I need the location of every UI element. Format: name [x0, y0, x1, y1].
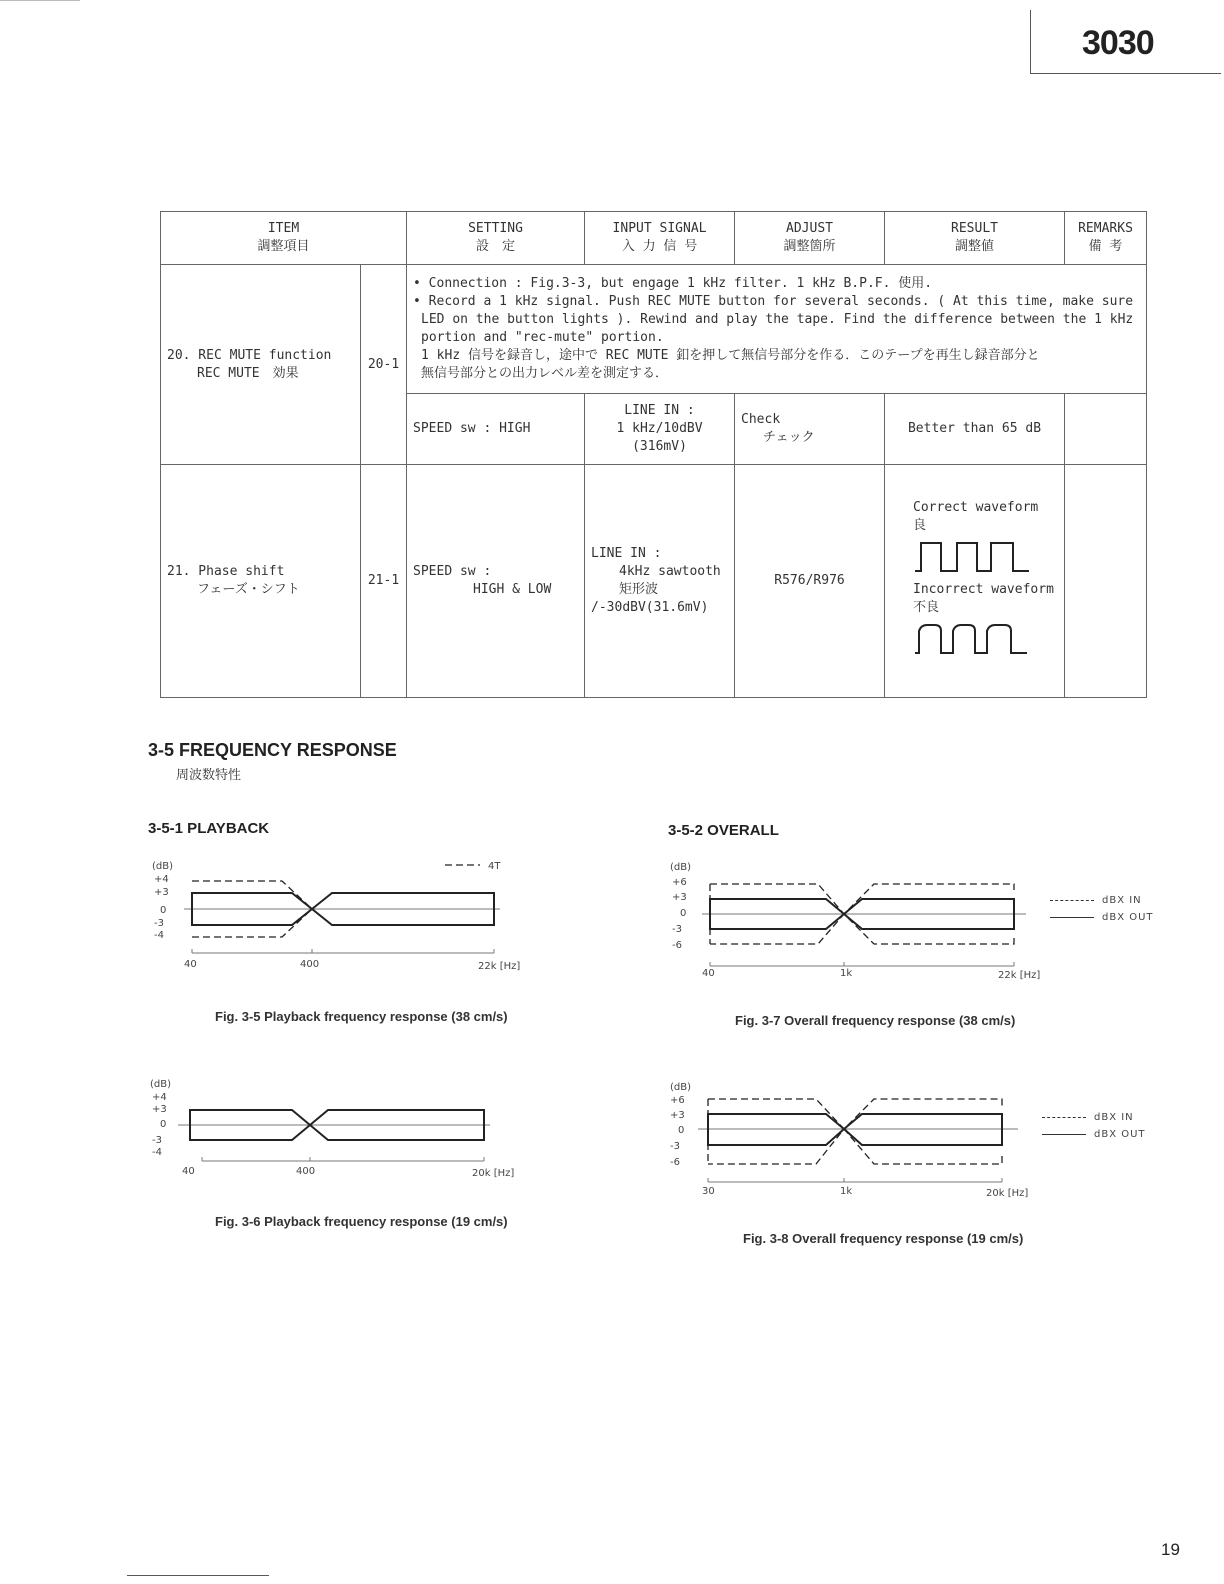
figure-caption: Fig. 3-6 Playback frequency response (19 cm/s): [215, 1214, 508, 1229]
y-tick-label: 0: [678, 1125, 685, 1136]
remarks-cell: [1065, 394, 1147, 465]
legend-item: dBX OUT: [1050, 909, 1154, 926]
header-remarks: REMARKS 備 考: [1065, 212, 1147, 265]
x-tick-label: 22k [Hz]: [998, 970, 1041, 981]
section-title-jp: 周波数特性: [176, 768, 242, 783]
dashed-line-swatch: [1050, 900, 1094, 901]
legend-label: 4T: [488, 861, 501, 872]
y-axis-unit: (dB): [152, 861, 174, 872]
solid-line-swatch: [1042, 1134, 1086, 1135]
step-cell: 21-1: [361, 465, 407, 698]
y-tick-label: +3: [672, 892, 687, 903]
input-cell: LINE IN : 4kHz sawtooth 矩形波 /-30dBV(31.6mV): [585, 465, 735, 698]
solid-line-swatch: [1050, 917, 1094, 918]
x-tick-label: 20k [Hz]: [472, 1168, 515, 1179]
header-item: ITEM 調整項目: [161, 212, 407, 265]
figure-caption: Fig. 3-5 Playback frequency response (38 cm/s): [215, 1009, 508, 1024]
response-band-dbx-in: [708, 1099, 1002, 1164]
legend-item: dBX OUT: [1042, 1126, 1146, 1143]
top-rule: [0, 0, 80, 1]
x-tick-label: 22k [Hz]: [478, 961, 521, 972]
header-adjust: ADJUST 調整箇所: [735, 212, 885, 265]
table-header-row: [161, 212, 1147, 265]
table-row: [161, 465, 1147, 698]
header-input-signal: INPUT SIGNAL 入 力 信 号: [585, 212, 735, 265]
y-tick-label: 0: [160, 905, 167, 916]
section-title: 3-5 FREQUENCY RESPONSE: [148, 740, 397, 760]
item-cell: 21. Phase shift フェーズ・シフト: [161, 465, 361, 698]
adjust-cell: R576/R976: [735, 465, 885, 698]
y-tick-label: +3: [152, 1104, 167, 1115]
y-tick-label: -6: [672, 940, 682, 951]
table-row: [161, 265, 1147, 394]
legend: [1042, 1109, 1146, 1143]
y-tick-label: -3: [152, 1135, 162, 1146]
x-tick-label: 1k: [840, 968, 853, 979]
y-tick-label: +6: [670, 1095, 685, 1106]
subsection-playback: 3-5-1 PLAYBACK: [148, 820, 270, 837]
y-axis-unit: (dB): [670, 862, 692, 873]
y-tick-label: -3: [672, 924, 682, 935]
header-result: RESULT 調整値: [885, 212, 1065, 265]
remarks-cell: [1065, 465, 1147, 698]
y-tick-label: 0: [680, 908, 687, 919]
y-tick-label: +6: [672, 877, 687, 888]
item-cell: 20. REC MUTE function REC MUTE 効果: [161, 265, 361, 465]
result-cell: Better than 65 dB: [885, 394, 1065, 465]
figure-3-5: [150, 855, 550, 975]
subsection-overall: 3-5-2 OVERALL: [668, 822, 779, 839]
legend-item: dBX IN: [1050, 892, 1154, 909]
y-axis-unit: (dB): [150, 1079, 172, 1090]
incorrect-waveform-icon: [913, 621, 1033, 657]
x-tick-label: 1k: [840, 1186, 853, 1197]
y-tick-label: -6: [670, 1157, 680, 1168]
y-tick-label: +3: [670, 1110, 685, 1121]
page-number: 19: [1161, 1540, 1180, 1559]
x-tick-label: 400: [300, 959, 320, 970]
y-tick-label: -3: [154, 918, 164, 929]
y-tick-label: -4: [154, 930, 164, 941]
y-tick-label: +4: [152, 1092, 167, 1103]
input-cell: LINE IN : 1 kHz/10dBV (316mV): [585, 394, 735, 465]
x-tick-label: 40: [182, 1166, 195, 1177]
model-number: 3030: [1082, 24, 1154, 62]
legend-item: dBX IN: [1042, 1109, 1146, 1126]
setting-cell: SPEED sw : HIGH & LOW: [407, 465, 585, 698]
legend: [1050, 892, 1154, 926]
dashed-line-swatch: [1042, 1117, 1086, 1118]
header-setting: SETTING 設 定: [407, 212, 585, 265]
figure-caption: Fig. 3-7 Overall frequency response (38 cm/s): [735, 1013, 1016, 1028]
y-tick-label: +3: [154, 887, 169, 898]
correct-waveform-icon: [913, 539, 1033, 575]
y-axis-unit: (dB): [670, 1082, 692, 1093]
figure-3-6: [150, 1075, 550, 1185]
y-tick-label: 0: [160, 1119, 167, 1130]
step-cell: 20-1: [361, 265, 407, 465]
y-tick-label: -4: [152, 1147, 162, 1158]
y-tick-label: -3: [670, 1141, 680, 1152]
x-tick-label: 30: [702, 1186, 715, 1197]
y-tick-label: +4: [154, 874, 169, 885]
figure-3-7: [668, 858, 1041, 983]
x-tick-label: 40: [184, 959, 197, 970]
result-cell: Correct waveform 良 Incorrect waveform 不良: [885, 465, 1065, 698]
adjust-cell: Check チェック: [735, 394, 885, 465]
figure-caption: Fig. 3-8 Overall frequency response (19 cm/s): [743, 1231, 1024, 1246]
adjustment-table: [160, 211, 1147, 698]
bottom-rule: [127, 1575, 269, 1576]
x-tick-label: 20k [Hz]: [986, 1188, 1029, 1199]
x-tick-label: 400: [296, 1166, 316, 1177]
setting-cell: SPEED sw : HIGH: [407, 394, 585, 465]
note-cell: • Connection : Fig.3-3, but engage 1 kHz filter. 1 kHz B.P.F. 使用. • Record a 1 kHz signal. Push REC MUTE button for several seconds. ( At this time, make sure LED on the button lights ). Rewind and play the tape. Find the difference between the 1 kHz portion and "rec-mute" portion. 1 kHz 信号を録音し，途中で REC MUTE 釦を押して無信号部分を作る．このテープを再生し録音部分と 無信号部分との出力レベル差を測定する．: [407, 265, 1147, 394]
x-tick-label: 40: [702, 968, 715, 979]
figure-3-8: [668, 1078, 1028, 1203]
